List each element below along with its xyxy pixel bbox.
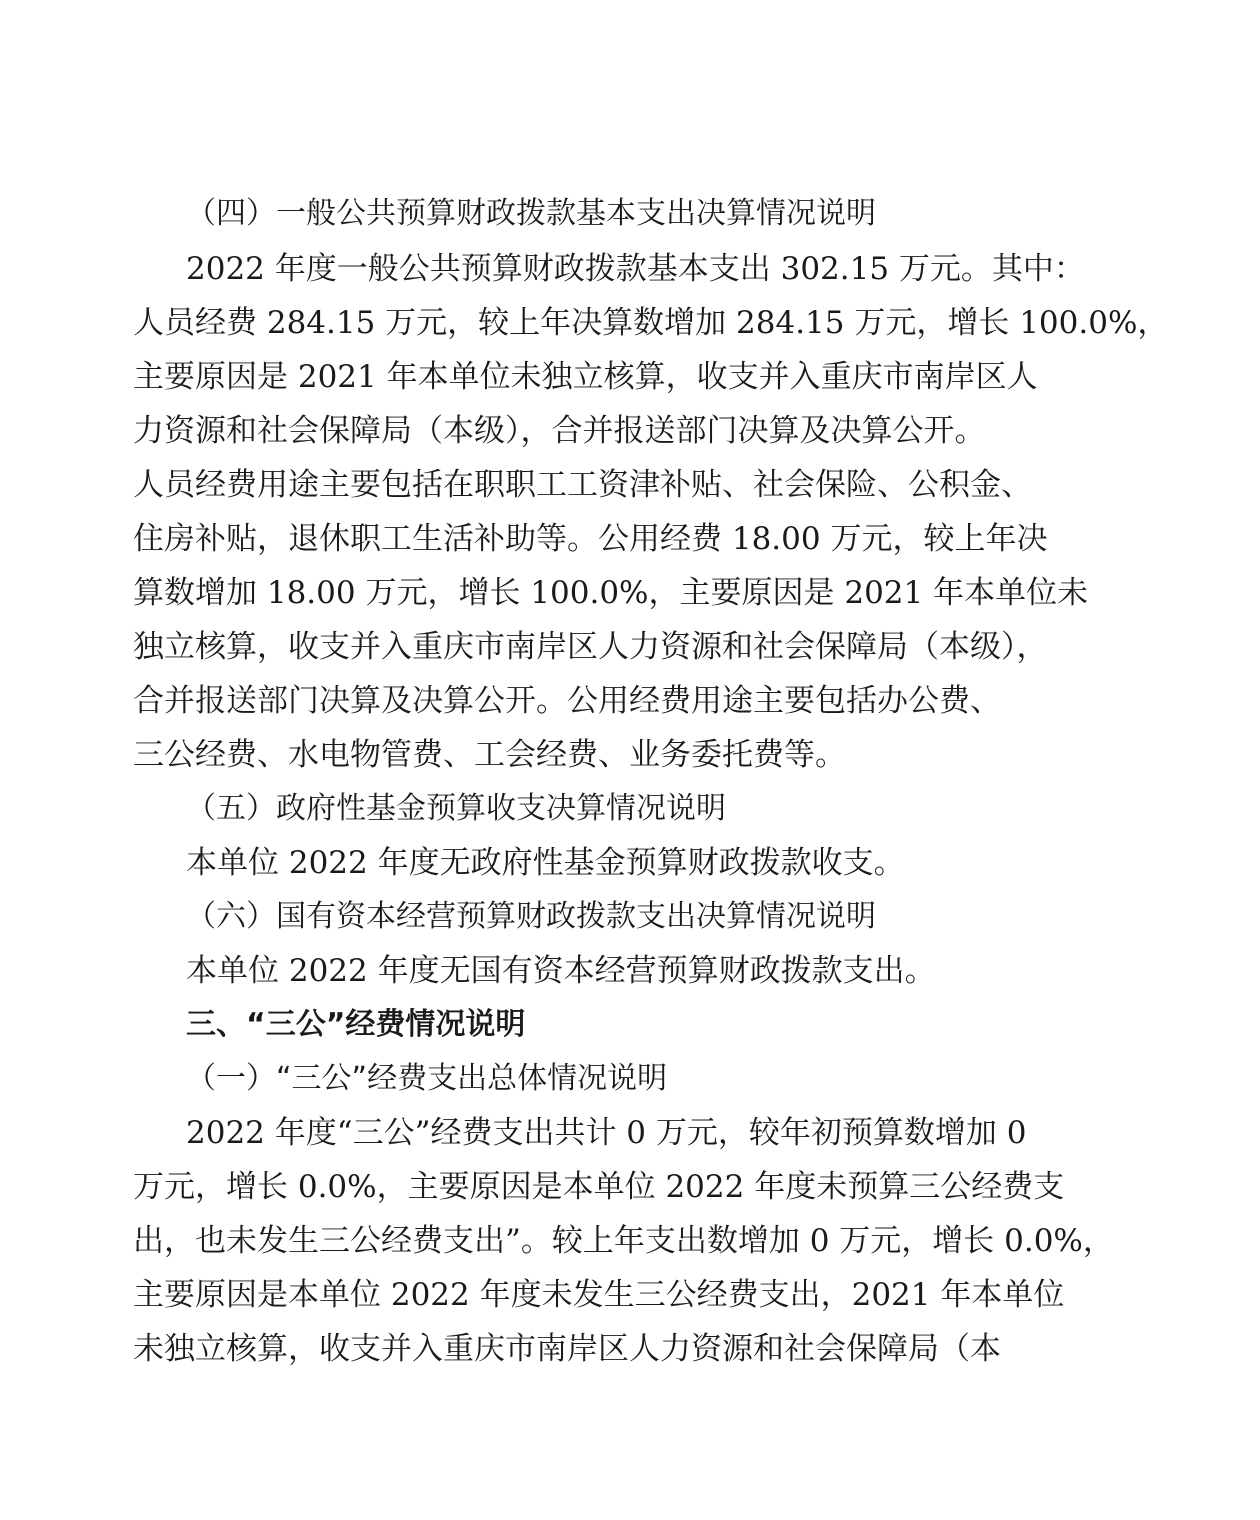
paragraph-line: 人员经费 284.15 万元，较上年决算数增加 284.15 万元，增长 100.0%，	[133, 305, 1169, 341]
paragraph-line: 力资源和社会保障局（本级），合并报送部门决算及决算公开。	[133, 413, 986, 449]
paragraph-line: 三公经费、水电物管费、工会经费、业务委托费等。	[133, 737, 846, 773]
paragraph-line: 未独立核算，收支并入重庆市南岸区人力资源和社会保障局（本	[133, 1331, 1001, 1367]
paragraph-line: 独立核算，收支并入重庆市南岸区人力资源和社会保障局（本级），	[133, 629, 1048, 665]
paragraph-line: 合并报送部门决算及决算公开。公用经费用途主要包括办公费、	[133, 683, 1001, 719]
chapter-heading-3: 三、“三公”经费情况说明	[186, 1007, 526, 1042]
section-heading-4: （四）一般公共预算财政拨款基本支出决算情况说明	[186, 196, 876, 231]
paragraph-line: 万元，增长 0.0%，主要原因是本单位 2022 年度未预算三公经费支	[133, 1169, 1065, 1205]
paragraph-line: 主要原因是 2021 年本单位未独立核算，收支并入重庆市南岸区人	[133, 359, 1038, 395]
subsection-heading-1: （一）“三公”经费支出总体情况说明	[186, 1061, 668, 1096]
paragraph-line: 住房补贴，退休职工生活补助等。公用经费 18.00 万元，较上年决	[133, 521, 1048, 557]
paragraph-line: 算数增加 18.00 万元，增长 100.0%，主要原因是 2021 年本单位未	[133, 575, 1089, 611]
paragraph-line: 本单位 2022 年度无国有资本经营预算财政拨款支出。	[186, 953, 936, 989]
paragraph-line: 2022 年度“三公”经费支出共计 0 万元，较年初预算数增加 0	[186, 1115, 1027, 1151]
paragraph-line: 出，也未发生三公经费支出”。较上年支出数增加 0 万元，增长 0.0%，	[133, 1223, 1114, 1259]
paragraph-line: 本单位 2022 年度无政府性基金预算财政拨款收支。	[186, 845, 905, 881]
section-heading-6: （六）国有资本经营预算财政拨款支出决算情况说明	[186, 899, 876, 934]
paragraph-line: 2022 年度一般公共预算财政拨款基本支出 302.15 万元。其中：	[186, 251, 1085, 287]
paragraph-line: 主要原因是本单位 2022 年度未发生三公经费支出，2021 年本单位	[133, 1277, 1065, 1313]
section-heading-5: （五）政府性基金预算收支决算情况说明	[186, 791, 726, 826]
paragraph-line: 人员经费用途主要包括在职职工工资津补贴、社会保险、公积金、	[133, 467, 1032, 503]
